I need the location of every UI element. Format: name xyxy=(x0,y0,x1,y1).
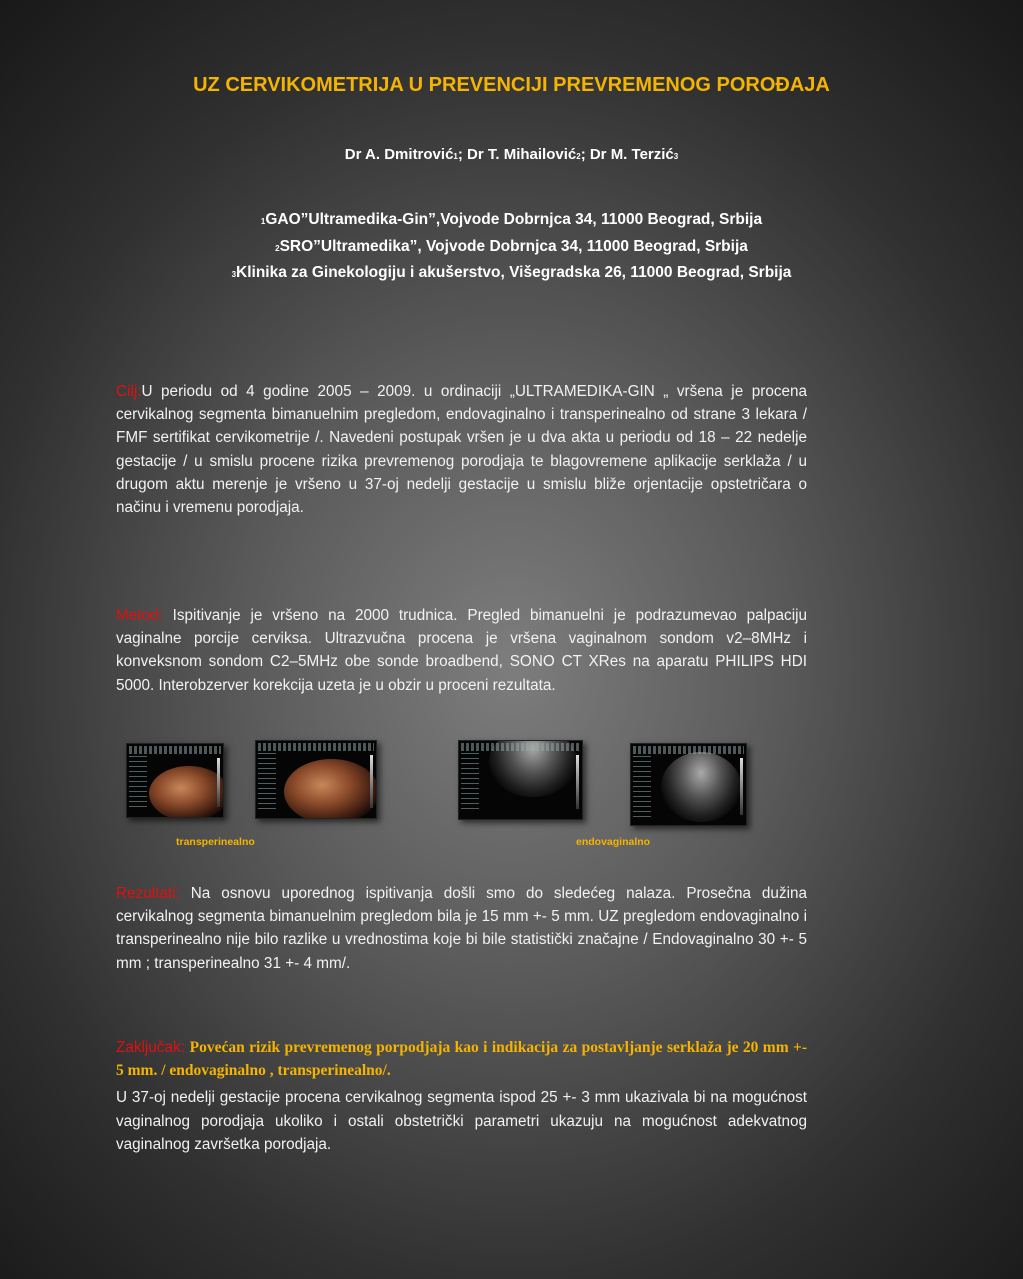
authors-line xyxy=(0,146,1023,163)
rezultati-section xyxy=(116,882,807,975)
cilj-label: Cilj: xyxy=(116,383,142,400)
affiliation-1: 1GAO”Ultramedika-Gin”,Vojvode Dobrnjca 34, 11000 Beograd, Srbija xyxy=(260,211,763,228)
caption-endovaginalno: endovaginalno xyxy=(576,836,651,848)
metod-section xyxy=(116,604,807,697)
caption-transperinealno: transperinealno xyxy=(176,836,255,848)
zakljucak-headline xyxy=(116,1036,807,1082)
zakljucak-bold-text: Povećan rizik prevremenog porpodjaja kao i indikacija za postavljanje serklaža je 20 mm +- 5 mm. / endovaginalno , transperinealno/. xyxy=(116,1039,807,1080)
metod-text: Ispitivanje je vršeno na 2000 trudnica. Pregled bimanuelni je podrazumevao palpaciju vaginalne porcije cerviksa. Ultrazvučna procena je vršena vaginalnom sondom v2–8MHz i konveksnom sondom C2–5MHz obe sonde broadbend, SONO CT XRes na aparatu PHILIPS HDI 5000. Interobzerver korekcija uzeta je u obzir u proceni rezultata. xyxy=(116,607,808,694)
affiliations xyxy=(0,208,1023,288)
author-2: ; Dr T. Mihailović xyxy=(457,146,577,163)
author-1-sup: 1 xyxy=(453,152,458,161)
ultrasound-image-transperineal-1 xyxy=(126,743,224,818)
zakljucak-text: U 37-oj nedelji gestacije procena cervikalnog segmenta ispod 25 +- 3 mm ukazivala bi na mogućnost vaginalnog porodjaja ukoliko i ostali obstetrički parametri ukazuju na mogućnost adekvatnog vaginalnog završetka porodjaja. xyxy=(116,1089,807,1153)
affiliation-3: 3Klinika za Ginekologiju i akušerstvo, Višegradska 26, 11000 Beograd, Srbija xyxy=(231,264,792,281)
author-3-sup: 3 xyxy=(673,152,679,161)
author-2-sup: 2 xyxy=(576,152,581,161)
ultrasound-image-endovaginal-2 xyxy=(630,743,747,826)
cilj-text: U periodu od 4 godine 2005 – 2009. u ordinaciji „ULTRAMEDIKA-GIN „ vršena je procena cervikalnog segmenta bimanuelnim pregledom, endovaginalno i transperinealno od strane 3 lekara / FMF sertifikat cervikometrije /. Navedeni postupak vršen je u dva akta u periodu od 18 – 22 nedelje gestacije / u smislu procene rizika prevremenog porodjaja te blagovremene aplikacije serklaža / u drugom aktu merenje je vršeno u 37-oj nedelji gestacije u smislu bliže orjentacije opstetričara o načinu i vremenu porodjaja. xyxy=(116,383,807,517)
affiliation-2: 2SRO”Ultramedika”, Vojvode Dobrnjca 34, 11000 Beograd, Srbija xyxy=(275,237,748,255)
poster-title: UZ CERVIKOMETRIJA U PREVENCIJI PREVREMENOG POROĐAJA xyxy=(193,74,830,96)
zakljucak-section xyxy=(116,1036,807,1156)
rezultati-label: Rezultati: xyxy=(116,885,180,902)
ultrasound-image-endovaginal-1 xyxy=(458,740,583,820)
rezultati-text: Na osnovu uporednog ispitivanja došli smo do sledećeg nalaza. Prosečna dužina cervikalnog segmenta bimanuelnim pregledom bila je 15 mm +- 5 mm. UZ pregledom endovaginalno i transperinealno nije bilo razlike u vrednostima koje bi bile statistički značajne / Endovaginalno 30 +- 5 mm ; transperinealno 31 +- 4 mm/. xyxy=(116,885,808,972)
author-3: ; Dr M. Terzić xyxy=(580,146,674,163)
zakljucak-label: Zaključak: xyxy=(116,1039,185,1056)
ultrasound-image-transperineal-2 xyxy=(255,740,377,819)
metod-label: Metod: xyxy=(116,607,163,624)
author-1: Dr A. Dmitrović xyxy=(344,146,454,163)
cilj-section xyxy=(116,380,807,519)
